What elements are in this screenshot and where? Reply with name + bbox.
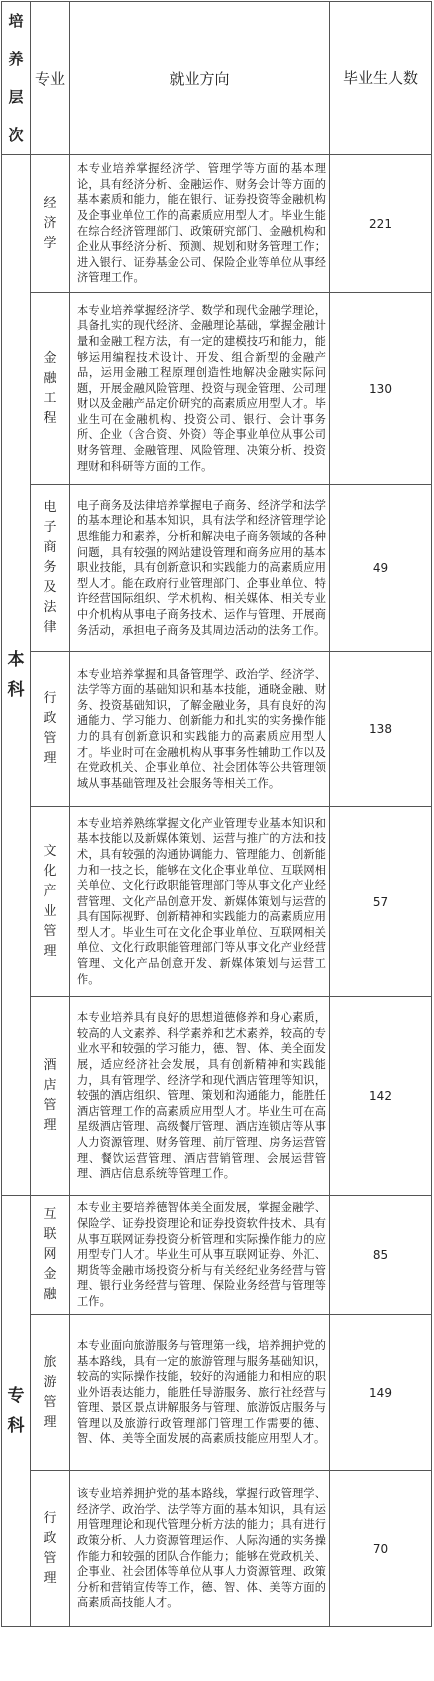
table-row bbox=[2, 1471, 432, 1627]
header-major: 专业 bbox=[31, 2, 70, 155]
graduates-count: 138 bbox=[330, 652, 432, 807]
direction-cell: 电子商务及法律培养掌握电子商务、经济学和法学的基本理论和基本知识，具有法学和经济管理学论思维能力和素养，分析和解决电子商务领域的各种问题，具有较强的网站建设管理和商务应用的基本职业技能，具有创新意识和实践能力的高素质应用型人才。能在政府行业管理部门、企事业单位、特许经营国际组织、学术机构、相关媒体、相关专业中介机构从事电子商务技术、运作与管理、开展商务活动，承担电子商务及其周边活动的法务工作。 bbox=[70, 485, 330, 652]
header-direction: 就业方向 bbox=[70, 2, 330, 155]
level-junior: 专 科 bbox=[2, 1196, 31, 1627]
graduates-count: 142 bbox=[330, 997, 432, 1196]
direction-cell: 本专业培养熟练掌握文化产业管理专业基本知识和基本技能以及新媒体策划、运营与推广的方法和技术，具有较强的沟通协调能力、管理能力、创新能力和一技之长，能够在文化企事业单位、互联网相关单位、文化行政职能管理部门等从事文化产业经营管理、文化产品创意开发、新媒体策划与运营的具有国际视野、创新精神和实践能力的高素质应用型人才。毕业生可在文化企事业单位、互联网相关单位、文化行政职能管理部门等从事文化产业经营管理、文化产品创意开发、新媒体策划与运营工作。 bbox=[70, 807, 330, 997]
table-row bbox=[2, 807, 432, 997]
table-row bbox=[2, 293, 432, 485]
major-cell: 行 政 管 理 bbox=[31, 652, 70, 807]
major-cell: 电 子 商 务 及 法 律 bbox=[31, 485, 70, 652]
graduates-count: 57 bbox=[330, 807, 432, 997]
graduates-count: 85 bbox=[330, 1196, 432, 1315]
major-cell: 互 联 网 金 融 bbox=[31, 1196, 70, 1315]
graduates-count: 130 bbox=[330, 293, 432, 485]
direction-cell: 本专业培养掌握经济学、管理学等方面的基本理论，具有经济分析、金融运作、财务会计等方面的基本素质和能力，能在银行、证券投资等金融机构及企事业单位工作的高素质应用型人才。毕业生能在综合经济管理部门、政策研究部门、金融机构和企业从事经济分析、预测、规划和财务管理工作；进入银行、证券基金公司、保险企业等单位从事经济管理工作。 bbox=[70, 155, 330, 293]
major-cell: 旅 游 管 理 bbox=[31, 1315, 70, 1471]
direction-cell: 本专业面向旅游服务与管理第一线，培养拥护党的基本路线，具有一定的旅游管理与服务基础知识，较高的实际操作技能，较好的沟通能力和相应的职业外语表达能力，能胜任导游服务、旅行社经营与管理、景区景点讲解服务与管理、旅游饭店服务与管理以及旅游行政管理部门管理工作需要的德、智、体、美等全面发展的高素质技能应用型人才。 bbox=[70, 1315, 330, 1471]
graduates-count: 49 bbox=[330, 485, 432, 652]
major-cell: 经 济 学 bbox=[31, 155, 70, 293]
table-row bbox=[2, 485, 432, 652]
table-row bbox=[2, 652, 432, 807]
employment-table bbox=[1, 1, 432, 1627]
header-row bbox=[2, 2, 432, 155]
major-cell: 酒 店 管 理 bbox=[31, 997, 70, 1196]
table-row bbox=[2, 155, 432, 293]
direction-cell: 该专业培养拥护党的基本路线，掌握行政管理学、经济学、政治学、法学等方面的基本知识，具有运用管理理论和现代管理分析方法的能力；具有进行政策分析、人力资源管理运作、人际沟通的实务操作能力和较强的团队合作能力；能够在党政机关、企事业、社会团体等单位从事人力资源管理、政策分析和营销宣传等工作，德、智、体、美等方面的高素质高技能人才。 bbox=[70, 1471, 330, 1627]
major-cell: 金 融 工 程 bbox=[31, 293, 70, 485]
table-row bbox=[2, 1196, 432, 1315]
header-graduates: 毕业生人数 bbox=[330, 2, 432, 155]
graduates-count: 149 bbox=[330, 1315, 432, 1471]
table-row bbox=[2, 997, 432, 1196]
graduates-count: 70 bbox=[330, 1471, 432, 1627]
direction-cell: 本专业培养掌握和具备管理学、政治学、经济学、法学等方面的基础知识和基本技能，通晓金融、财务、投资基础知识，了解金融业务，具有良好的沟通能力、学习能力、创新能力和扎实的实务操作能力的具有创新意识和实践能力的高素质应用型人才。毕业时可在金融机构从事事务性辅助工作以及在党政机关、企事业单位、社会团体等公共管理领域从事基础管理及社会服务等相关工作。 bbox=[70, 652, 330, 807]
major-cell: 文 化 产 业 管 理 bbox=[31, 807, 70, 997]
graduates-count: 221 bbox=[330, 155, 432, 293]
table-row bbox=[2, 1315, 432, 1471]
header-level: 培 养 层 次 bbox=[2, 2, 31, 155]
level-undergrad: 本 科 bbox=[2, 155, 31, 1196]
major-cell: 行 政 管 理 bbox=[31, 1471, 70, 1627]
direction-cell: 本专业培养掌握经济学、数学和现代金融学理论，具备扎实的现代经济、金融理论基础，掌握金融计量和金融工程方法，有一定的建模技巧和能力，能够运用编程技术设计、开发、组合新型的金融产品，运用金融工程原理创造性地解决金融实际问题，开展金融风险管理、投资与现金管理、公司理财以及金融产品定价研究的高素质应用型人才。毕业生可在金融机构、投资公司、银行、会计事务所、企业（含合资、外资）等企事业单位从事公司财务管理、金融管理、风险管理、决策分析、投资理财和科研等方面的工作。 bbox=[70, 293, 330, 485]
direction-cell: 本专业培养具有良好的思想道德修养和身心素质，较高的人文素养、科学素养和艺术素养，较高的专业水平和较强的学习能力，德、智、体、美全面发展，适应经济社会发展，具有创新精神和实践能力，具有管理学、经济学和现代酒店管理等知识，较强的酒店组织、管理、策划和沟通能力，能胜任酒店管理工作的高素质应用型人才。毕业生可在高星级酒店管理、高级餐厅管理、酒店连锁店等从事人力资源管理、财务管理、前厅管理、房务运营管理、餐饮运营管理、酒店营销管理、会展运营管理、酒店信息系统等管理工作。 bbox=[70, 997, 330, 1196]
direction-cell: 本专业主要培养德智体美全面发展，掌握金融学、保险学、证券投资理论和证券投资软件技术、具有从事互联网证券投资分析管理和实际操作能力的应用型专门人才。毕业生可从事互联网证券、外汇、期货等金融市场投资分析与有关经纪业务经营与管理、银行业务经营与管理、保险业务经营与管理等工作。 bbox=[70, 1196, 330, 1315]
